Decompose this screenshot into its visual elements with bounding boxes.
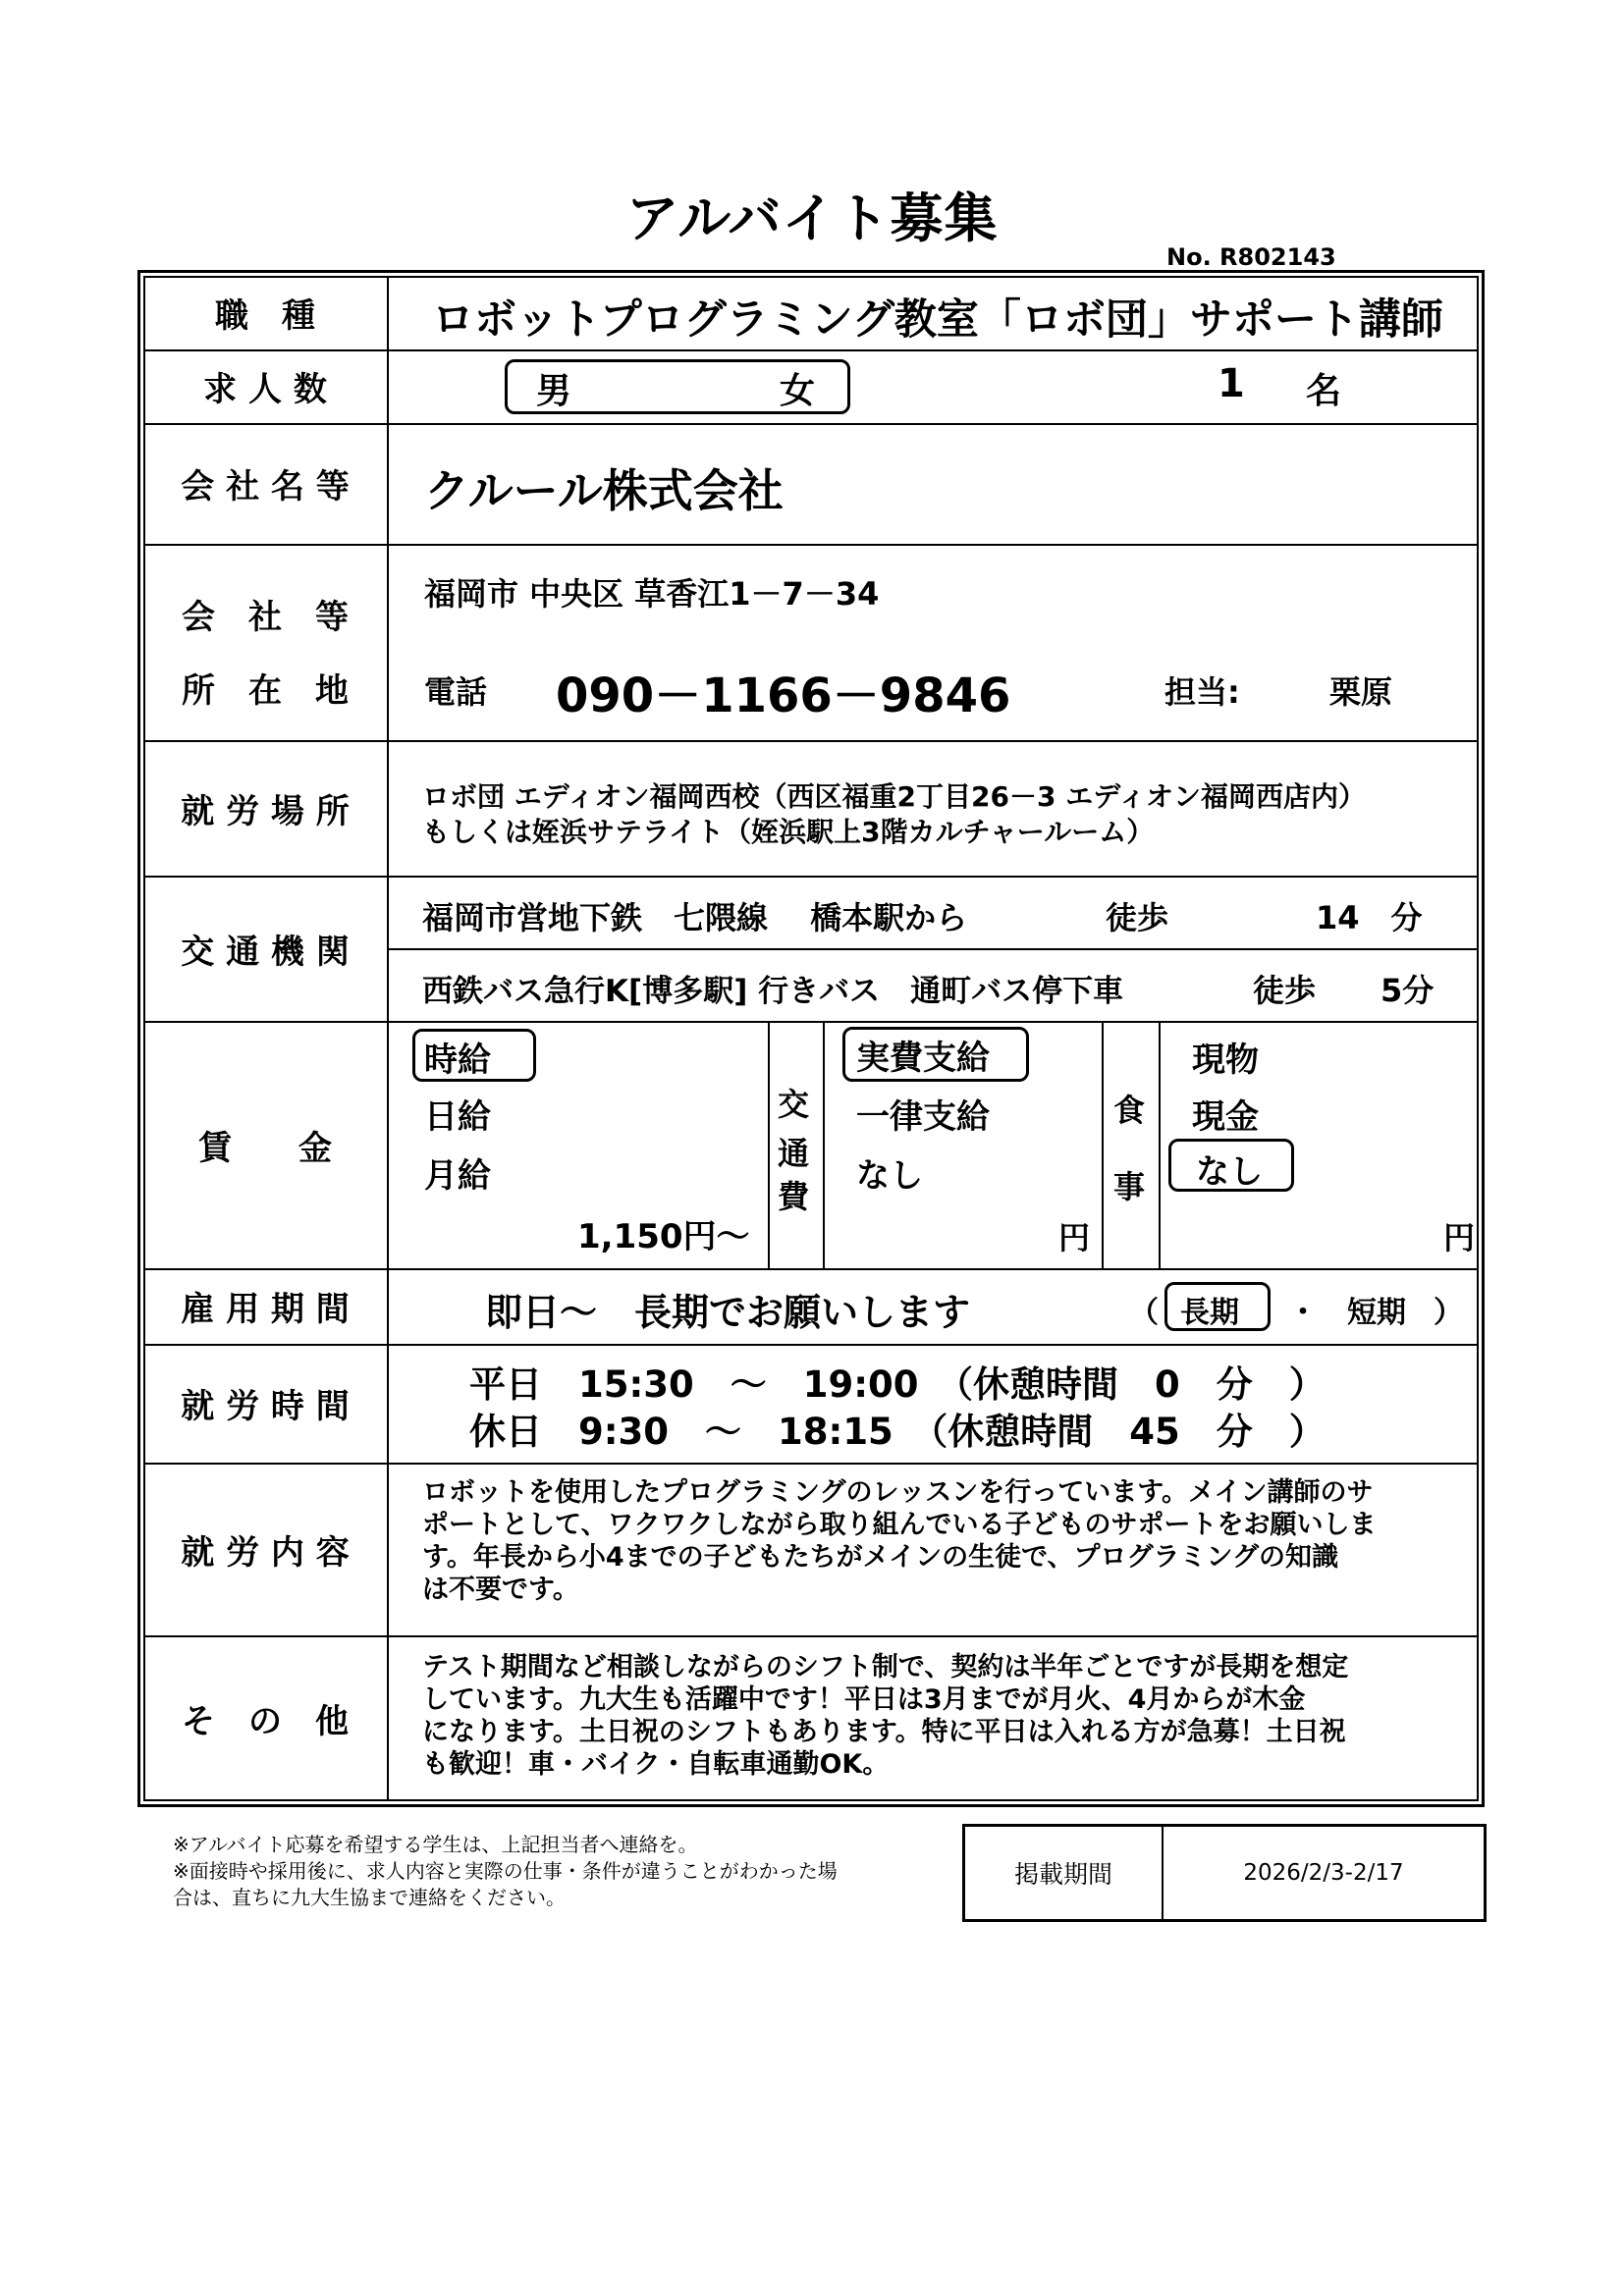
transport-walk-2: 徒歩 bbox=[1253, 972, 1317, 1009]
label-company-address-2: 所 在 地 bbox=[182, 670, 349, 711]
footer-notes bbox=[173, 1832, 968, 1911]
wage-divider bbox=[1102, 1021, 1104, 1268]
transport-fee-label-2: 通 bbox=[778, 1135, 810, 1172]
other-info-line: テスト期間など相談しながらのシフト制で、契約は半年ごとですが長期を想定 bbox=[422, 1652, 1349, 1682]
transport-minutes-2: 5分 bbox=[1380, 972, 1435, 1009]
page-title: アルバイト募集 bbox=[625, 187, 999, 249]
transport-route-1: 福岡市営地下鉄 七隈線 橋本駅から bbox=[422, 899, 968, 936]
label-wage: 賃 金 bbox=[198, 1128, 332, 1168]
transport-yen: 円 bbox=[1058, 1219, 1091, 1256]
hours-weekday: 平日 15:30 ～ 19:00 （休憩時間 0 分 ） bbox=[469, 1363, 1326, 1406]
posting-period-table bbox=[962, 1824, 1487, 1922]
row-divider bbox=[143, 544, 1479, 546]
transport-minutes-1: 14 分 bbox=[1316, 899, 1423, 936]
footer-note: 合は、直ちに九大生協まで連絡をください。 bbox=[173, 1886, 566, 1909]
transport-walk-1: 徒歩 bbox=[1106, 899, 1169, 936]
label-hours: 就 労 時 間 bbox=[181, 1387, 350, 1426]
meal-cash: 現金 bbox=[1192, 1097, 1259, 1137]
label-other: そ の 他 bbox=[182, 1702, 349, 1741]
wage-divider bbox=[768, 1021, 770, 1268]
hours-holiday: 休日 9:30 ～ 18:15 （休憩時間 45 分 ） bbox=[469, 1411, 1326, 1453]
transport-flat: 一律支給 bbox=[856, 1097, 990, 1137]
label-transport: 交 通 機 関 bbox=[181, 932, 350, 972]
work-place-line-2: もしくは姪浜サテライト（姪浜駅上3階カルチャールーム） bbox=[422, 816, 1155, 848]
footer-note: ※面接時や採用後に、求人内容と実際の仕事・条件が違うことがわかった場 bbox=[173, 1859, 838, 1883]
meal-yen: 円 bbox=[1443, 1219, 1476, 1256]
headcount-male: 男 bbox=[536, 371, 572, 411]
wage-divider bbox=[823, 1021, 825, 1268]
wage-hourly: 時給 bbox=[424, 1041, 491, 1080]
headcount-female: 女 bbox=[780, 371, 816, 411]
address-value: 福岡市 中央区 草香江1－7－34 bbox=[424, 575, 880, 613]
period-value: 即日～ 長期でお願いします bbox=[485, 1291, 971, 1334]
company-name-value: クルール株式会社 bbox=[424, 464, 784, 517]
transport-fee-label-3: 費 bbox=[778, 1178, 810, 1215]
label-company-address-1: 会 社 等 bbox=[182, 597, 349, 637]
job-type-value: ロボットプログラミング教室「ロボ団」サポート講師 bbox=[432, 295, 1443, 345]
posting-period-label: 掲載期間 bbox=[1013, 1860, 1112, 1889]
label-job-type: 職 種 bbox=[215, 296, 315, 336]
work-content bbox=[422, 1476, 1463, 1606]
posting-period-value: 2026/2/3-2/17 bbox=[1243, 1860, 1404, 1886]
period-long: 長期 bbox=[1180, 1296, 1239, 1330]
transport-none: なし bbox=[856, 1156, 923, 1196]
row-divider-sub bbox=[387, 948, 1479, 950]
wage-divider bbox=[1159, 1021, 1161, 1268]
period-dot: ・ bbox=[1288, 1296, 1318, 1330]
tel-value: 090－1166－9846 bbox=[556, 668, 1011, 723]
transport-route-2: 西鉄バス急行K[博多駅] 行きバス 通町バス停下車 bbox=[422, 974, 1124, 1009]
transport-fee-label-1: 交 bbox=[778, 1086, 810, 1123]
wage-amount: 1,150円～ bbox=[577, 1217, 750, 1256]
period-short: 短期 bbox=[1347, 1296, 1406, 1330]
work-content-line: す。年長から小4までの子どもたちがメインの生徒で、プログラミングの知識 bbox=[422, 1542, 1339, 1573]
tel-label: 電話 bbox=[424, 673, 488, 711]
wage-daily: 日給 bbox=[424, 1097, 491, 1137]
label-work-place: 就 労 場 所 bbox=[181, 791, 350, 831]
contact-label: 担当: bbox=[1164, 673, 1240, 711]
meal-goods: 現物 bbox=[1192, 1041, 1259, 1080]
label-company-name: 会 社 名 等 bbox=[181, 467, 350, 507]
other-info-line: も歓迎！車・バイク・自転車通勤OK。 bbox=[422, 1749, 890, 1780]
work-content-line: は不要です。 bbox=[422, 1575, 579, 1605]
headcount-number: 1 bbox=[1218, 361, 1245, 406]
meal-label-2: 事 bbox=[1113, 1168, 1146, 1205]
contact-value: 栗原 bbox=[1329, 673, 1393, 711]
period-paren-open: （ bbox=[1129, 1296, 1159, 1330]
meal-none: なし bbox=[1196, 1152, 1263, 1192]
other-info-line: しています。九大生も活躍中です！平日は3月までが月火、4月からが木金 bbox=[422, 1684, 1306, 1715]
work-content-line: ポートとして、ワクワクしながら取り組んでいる子どものサポートをお願いしま bbox=[422, 1510, 1377, 1540]
footer-note: ※アルバイト応募を希望する学生は、上記担当者へ連絡を。 bbox=[173, 1833, 698, 1856]
label-period: 雇 用 期 間 bbox=[181, 1290, 350, 1329]
document-number: No. R802143 bbox=[1166, 243, 1336, 271]
label-column-divider bbox=[387, 276, 389, 1801]
work-place-line-1: ロボ団 エディオン福岡西校（西区福重2丁目26－3 エディオン福岡西店内） bbox=[422, 780, 1366, 813]
meal-label-1: 食 bbox=[1113, 1092, 1146, 1129]
work-content-line: ロボットを使用したプログラミングのレッスンを行っています。メイン講師のサ bbox=[422, 1477, 1374, 1508]
other-info-line: になります。土日祝のシフトもあります。特に平日は入れる方が急募！土日祝 bbox=[422, 1717, 1346, 1747]
headcount-unit: 名 bbox=[1306, 371, 1342, 411]
label-headcount: 求 人 数 bbox=[203, 370, 327, 409]
label-content: 就 労 内 容 bbox=[181, 1532, 350, 1573]
transport-actual: 実費支給 bbox=[856, 1039, 990, 1078]
wage-monthly: 月給 bbox=[424, 1156, 491, 1196]
other-info bbox=[422, 1651, 1473, 1781]
period-paren-close: ） bbox=[1434, 1296, 1463, 1330]
